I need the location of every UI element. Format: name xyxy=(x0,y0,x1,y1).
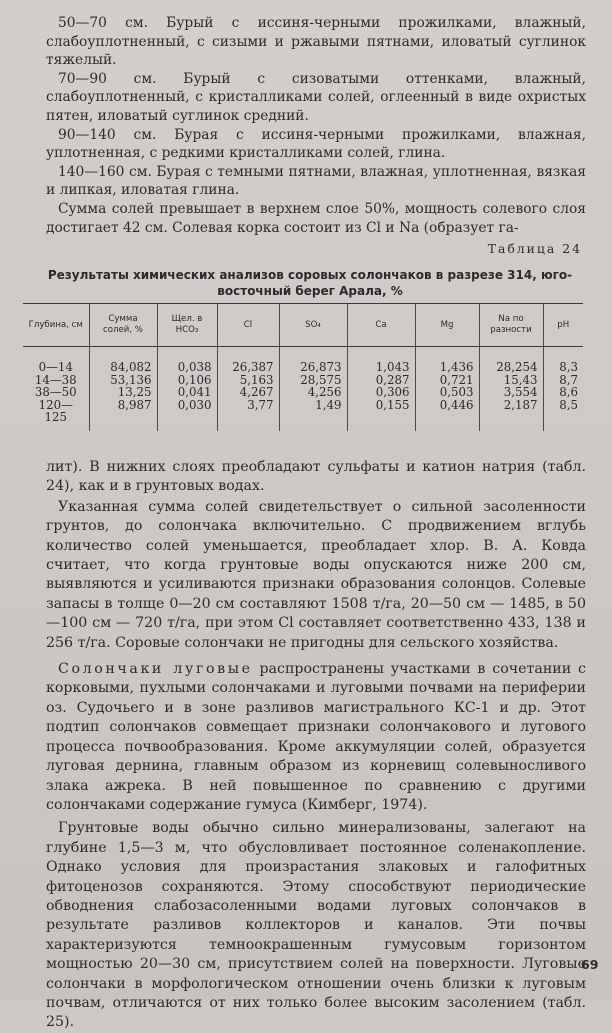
table-cell: 0,038 xyxy=(177,360,212,374)
table-cell: 0,446 xyxy=(439,397,474,412)
column-salt-sum xyxy=(89,347,157,432)
table-cell: 38—50 xyxy=(34,385,77,400)
table-cell: 26,873 xyxy=(300,360,342,374)
table-cell: 0,155 xyxy=(375,397,410,412)
table-cell: 0,287 xyxy=(375,372,410,387)
header-cl: Cl xyxy=(217,304,279,347)
top-section xyxy=(46,14,586,237)
table-cell: 3,77 xyxy=(247,397,274,412)
table-cell: 1,49 xyxy=(315,397,342,412)
table-cell: 120—125 xyxy=(38,397,73,425)
groundwater-paragraph: Грунтовые воды обычно сильно минерализованы, залегают на глубине 1,5—3 м, что обусловливает постоянное соленакопление. Однако условия для произрастания злаковых и галофитных фитоценозов сохраняются. Этому способствуют периодические обводнения слабозасоленными водами луговых солончаков в результате разливов коллекторов и каналов. Эти почвы характеризуются темноокрашенным гумусовым горизонтом мощностью 20—30 см, присутствием солей на поверхности. Луговые солончаки в морфологическом отношении очень близки к луговым почвам, отличаются от них только более высоким засолением (табл. 25). xyxy=(46,820,586,1031)
table-title: Результаты химических анализов соровых солончаков в разрезе 314, юго-восточный берег Арала, % xyxy=(47,268,573,298)
header-na: Na по разности xyxy=(479,304,543,347)
table-cell: 13,25 xyxy=(117,385,152,400)
table-cell: 2,187 xyxy=(503,397,538,412)
table-cell: 4,267 xyxy=(239,385,274,400)
continuation-paragraph: лит). В нижних слоях преобладают сульфаты и катион натрия (табл. 24), как и в грунтовых водах. xyxy=(46,459,586,495)
meadow-paragraph xyxy=(46,660,586,815)
table-cell: 8,6 xyxy=(559,385,578,400)
table-cell: 0—14 xyxy=(38,360,73,374)
column-na xyxy=(479,347,543,432)
header-so4: SO₄ xyxy=(279,304,347,347)
header-ca: Ca xyxy=(347,304,415,347)
horizon-70-90: 70—90 см. Бурый с сизоватыми оттенками, влажный, слабоуплотненный, с кристалликами солей, оглеенный в виде охристых пятен, иловатый суглинок средний. xyxy=(46,70,586,124)
meadow-text: распространены участками в сочетании с корковыми, пухлыми солончаками и луговыми почвами на периферии оз. Судочьего и в зоне разливов магистрального КС-1 и др. Этот подтип солончаков совмещает признаки солончакового и лугового процесса почвообразования. Кроме аккумуляции солей, образуется луговая дернина, главным образом из корневищ солевыносливого злака ажрека. В ней повышенное по сравнению с другими солончаками содержание гумуса (Кимберг, 1974). xyxy=(46,661,586,813)
table-cell: 53,136 xyxy=(110,372,152,387)
header-mg: Mg xyxy=(415,304,479,347)
table-cell: 14—38 xyxy=(34,372,77,387)
column-ca xyxy=(347,347,415,432)
table-cell: 0,721 xyxy=(439,372,474,387)
table-cell: 0,030 xyxy=(177,397,212,412)
salinity-paragraph: Указанная сумма солей свидетельствует о сильной засоленности грунтов, до солончака включительно. С продвижением вглубь количество солей уменьшается, преобладает хлор. В. А. Ковда считает, что когда грунтовые воды опускаются ниже 200 см, выявляются и усиливаются признаки образования солонцов. Солевые запасы в толще 0—20 см составляют 1508 т/га, 20—50 см — 1485, в 50—100 см — 720 т/га, при этом Cl составляет соответственно 433, 138 и 256 т/га. Соровые солончаки не пригодны для сельского хозяйства. xyxy=(46,498,586,651)
analysis-table xyxy=(23,303,583,431)
table-cell: 5,163 xyxy=(239,372,274,387)
main-text xyxy=(46,458,586,1033)
column-cl xyxy=(217,347,279,432)
table-cell: 0,503 xyxy=(439,385,474,400)
column-so4 xyxy=(279,347,347,432)
horizon-50-70: 50—70 см. Бурый с иссиня-черными прожилками, влажный, слабоуплотненный, с сизыми и ржавыми пятнами, иловатый суглинок тяжелый. xyxy=(46,15,586,69)
table-cell: 0,041 xyxy=(177,385,212,400)
table-cell: 84,082 xyxy=(110,360,152,374)
salt-sum-paragraph: Сумма солей превышает в верхнем слое 50%, мощность солевого слоя достигает 42 см. Солевая корка состоит из Cl и Na (образует га- xyxy=(46,200,586,236)
meadow-term: Солончаки луговые xyxy=(58,661,253,678)
table-cell: 8,3 xyxy=(559,360,578,374)
table-cell: 1,436 xyxy=(439,360,474,374)
header-ph: pH xyxy=(543,304,583,347)
table-cell: 8,5 xyxy=(559,397,578,412)
column-mg xyxy=(415,347,479,432)
table-caption: Таблица 24 xyxy=(487,241,582,256)
table-cell: 0,106 xyxy=(177,372,212,387)
column-alkalinity xyxy=(157,347,217,432)
header-depth: Глубина, см xyxy=(23,304,89,347)
table-cell: 1,043 xyxy=(375,360,410,374)
table-cell: 15,43 xyxy=(503,372,538,387)
header-alkalinity: Щел. в HCO₃ xyxy=(157,304,217,347)
table-cell: 4,256 xyxy=(307,385,342,400)
horizon-90-140: 90—140 см. Бурая с иссиня-черными прожилками, влажная, уплотненная, с редкими кристалликами солей, глина. xyxy=(46,126,586,162)
table-cell: 28,575 xyxy=(300,372,342,387)
table-cell: 8,987 xyxy=(117,397,152,412)
table-cell: 28,254 xyxy=(496,360,538,374)
column-depth xyxy=(23,347,89,432)
page-number: 69 xyxy=(581,957,599,972)
table-cell: 8,7 xyxy=(559,372,578,387)
table-cell: 3,554 xyxy=(503,385,538,400)
table-cell: 26,387 xyxy=(232,360,274,374)
header-salt-sum: Сумма солей, % xyxy=(89,304,157,347)
column-ph xyxy=(543,347,583,432)
table-cell: 0,306 xyxy=(375,385,410,400)
horizon-140-160: 140—160 см. Бурая с темными пятнами, влажная, уплотненная, вязкая и липкая, иловатая глина. xyxy=(46,163,586,199)
